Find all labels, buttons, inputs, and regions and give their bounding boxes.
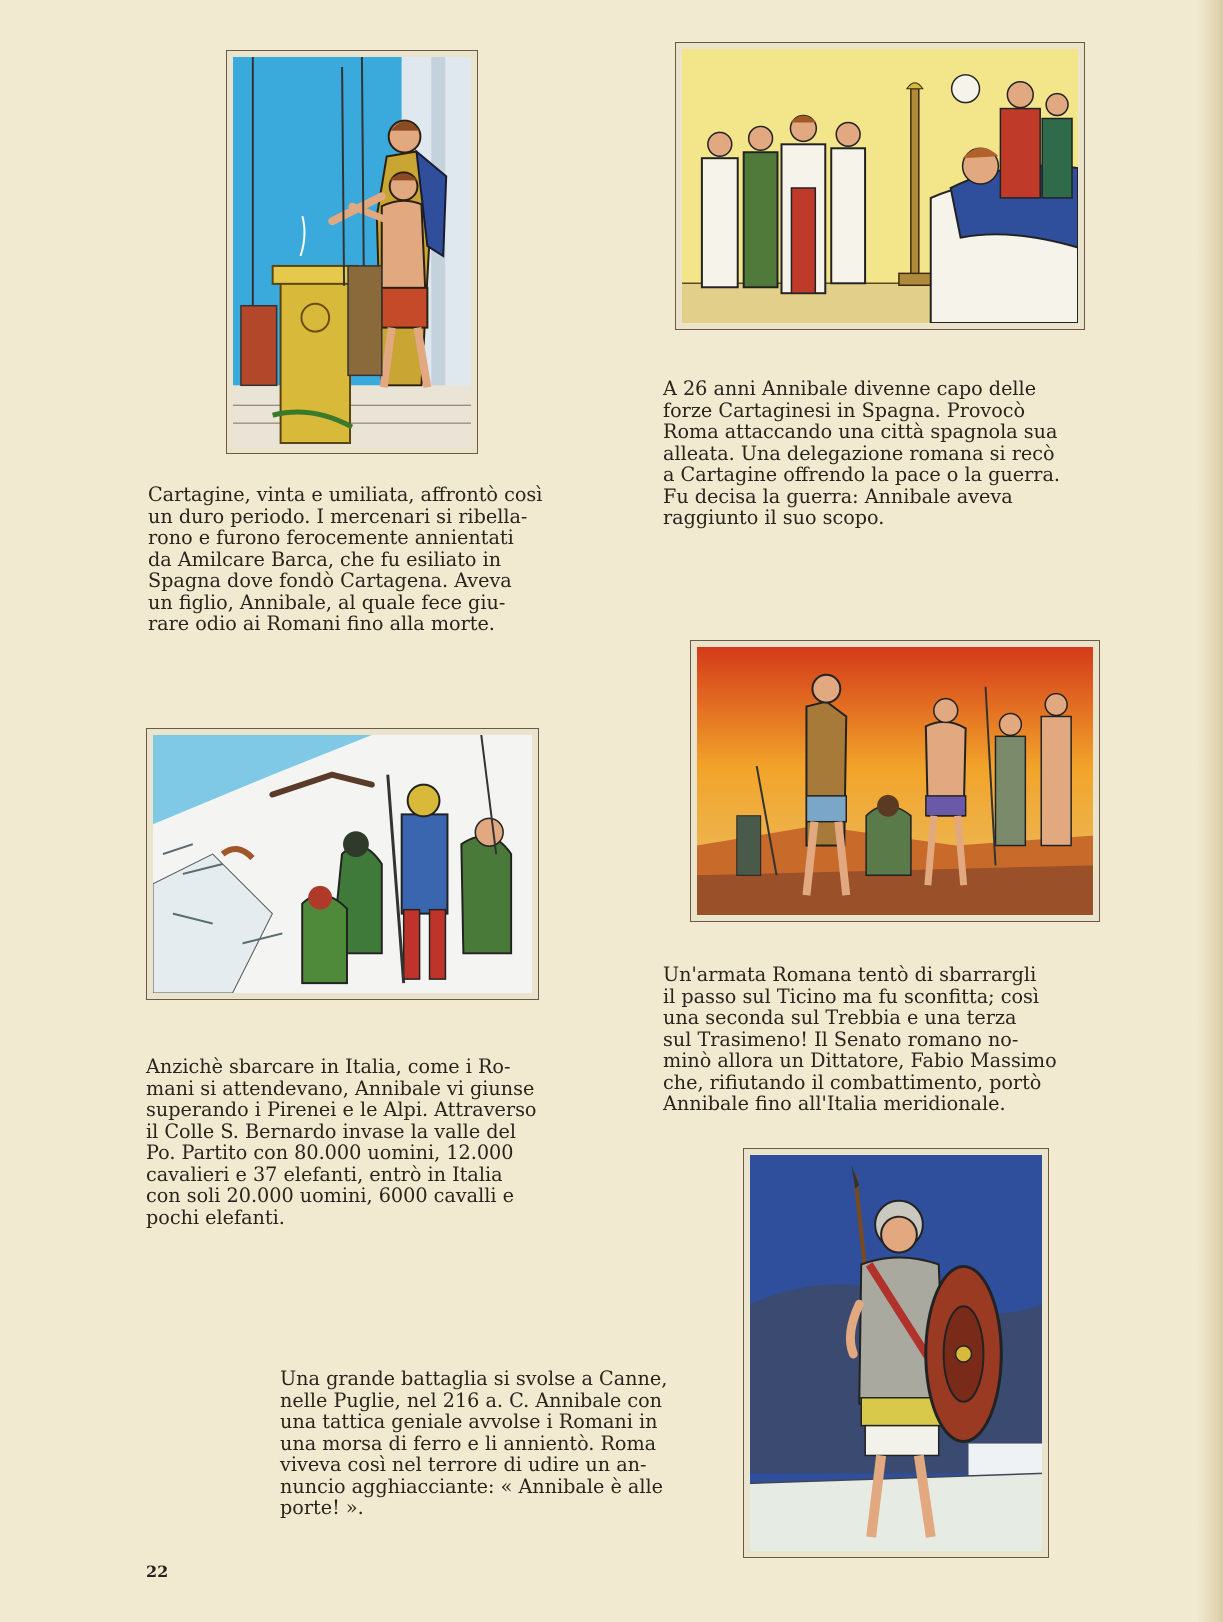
page-edge-shadow — [1197, 0, 1223, 1622]
panel-delegation-caption: A 26 anni Annibale divenne capo delle forze Cartaginesi in Spagna. Provocò Roma attaccando una città spagnola sua alleata. Una delegazione romana si recò a Cartagine offrendo la pace o la guerra. Fu decisa la guerra: Annibale aveva raggiunto il suo scopo. — [663, 377, 1061, 529]
panel-alps-caption: Anzichè sbarcare in Italia, come i Ro- mani si attendevano, Annibale vi giunse superando i Pirenei e le Alpi. Attraverso il Colle S. Bernardo invase la valle del Po. Partito con 80.000 uomini, 12.000 cavalieri e 37 elefanti, entrò in Italia con soli 20.000 uomini, 6000 cavalli e pochi elefanti. — [146, 1055, 537, 1229]
panel-oath-illustration — [226, 50, 478, 454]
panel-ticino-illustration — [690, 640, 1100, 922]
panel-cannae-caption: Una grande battaglia si svolse a Canne, nelle Puglie, nel 216 a. C. Annibale con una tattica geniale avvolse i Romani in una morsa di ferro e li annientò. Roma viveva così nel terrore di udire un an- nuncio agghiacciante: « Annibale è alle porte! ». — [280, 1367, 668, 1519]
panel-ticino-caption: Un'armata Romana tentò di sbarrargli il passo sul Ticino ma fu sconfitta; così una seconda sul Trebbia e una terza sul Trasimeno! Il Senato romano no- minò allora un Dittatore, Fabio Massimo che, rifiutando il combattimento, portò Annibale fino all'Italia meridionale. — [663, 963, 1057, 1115]
page-number: 22 — [146, 1562, 169, 1581]
panel-oath-caption: Cartagine, vinta e umiliata, affrontò così un duro periodo. I mercenari si ribella- rono e furono ferocemente annientati da Amilcare Barca, che fu esiliato in Spagna dove fondò Cartagena. Aveva un figlio, Annibale, al quale fece giu- rare odio ai Romani fino alla morte. — [148, 483, 543, 635]
panel-delegation-illustration — [675, 42, 1085, 330]
panel-cannae-illustration — [743, 1148, 1049, 1558]
panel-alps-illustration — [146, 728, 539, 1000]
